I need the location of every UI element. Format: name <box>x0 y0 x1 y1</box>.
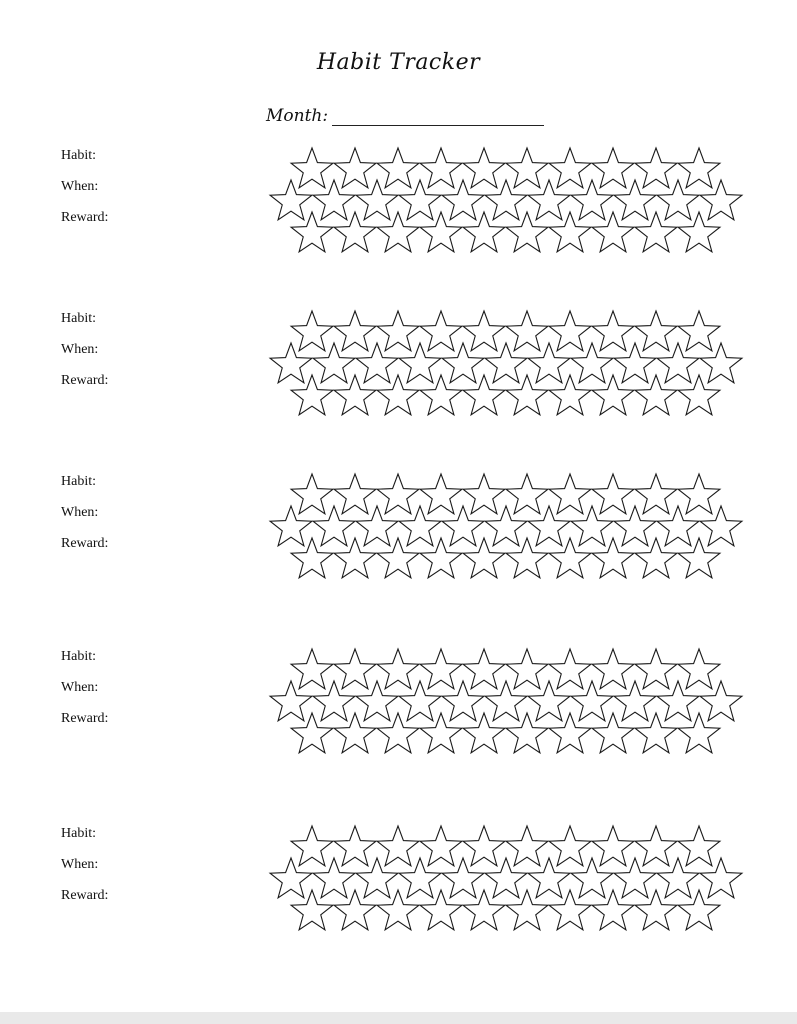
star-outline-icon[interactable] <box>571 858 613 898</box>
star-outline-icon[interactable] <box>549 890 591 930</box>
star-outline-icon[interactable] <box>270 343 312 383</box>
star-outline-icon[interactable] <box>571 180 613 220</box>
habit-label: Habit: <box>61 148 96 163</box>
star-outline-icon[interactable] <box>463 311 505 351</box>
habit-block-1 <box>0 148 797 260</box>
star-outline-icon[interactable] <box>657 858 699 898</box>
star-outline-icon[interactable] <box>377 713 419 753</box>
star-outline-icon[interactable] <box>571 343 613 383</box>
star-outline-icon[interactable] <box>485 858 527 898</box>
star-outline-icon[interactable] <box>291 148 333 188</box>
star-outline-icon[interactable] <box>700 681 742 721</box>
star-outline-icon[interactable] <box>528 343 570 383</box>
month-input-line[interactable] <box>332 105 544 126</box>
star-outline-icon[interactable] <box>377 212 419 252</box>
star-outline-icon[interactable] <box>463 538 505 578</box>
star-outline-icon[interactable] <box>506 148 548 188</box>
star-outline-icon[interactable] <box>506 826 548 866</box>
habit-block-4 <box>0 649 797 761</box>
when-label: When: <box>61 179 99 194</box>
star-outline-icon[interactable] <box>377 826 419 866</box>
star-outline-icon[interactable] <box>420 890 462 930</box>
star-outline-icon[interactable] <box>399 858 441 898</box>
star-outline-icon[interactable] <box>399 180 441 220</box>
star-outline-icon[interactable] <box>592 890 634 930</box>
star-outline-icon[interactable] <box>635 212 677 252</box>
habit-block-2 <box>0 311 797 423</box>
star-outline-icon[interactable] <box>420 311 462 351</box>
star-outline-icon[interactable] <box>571 506 613 546</box>
habit-label: Habit: <box>61 826 96 841</box>
star-outline-icon[interactable] <box>442 506 484 546</box>
star-outline-icon[interactable] <box>678 148 720 188</box>
star-outline-icon[interactable] <box>528 681 570 721</box>
star-outline-icon[interactable] <box>442 681 484 721</box>
star-outline-icon[interactable] <box>463 649 505 689</box>
star-outline-icon[interactable] <box>377 311 419 351</box>
when-label: When: <box>61 857 99 872</box>
star-outline-icon[interactable] <box>485 180 527 220</box>
star-outline-icon[interactable] <box>592 826 634 866</box>
star-outline-icon[interactable] <box>635 311 677 351</box>
star-outline-icon[interactable] <box>356 343 398 383</box>
star-outline-icon[interactable] <box>506 212 548 252</box>
star-outline-icon[interactable] <box>506 890 548 930</box>
star-outline-icon[interactable] <box>506 375 548 415</box>
when-label: When: <box>61 680 99 695</box>
star-outline-icon[interactable] <box>334 375 376 415</box>
star-outline-icon[interactable] <box>700 343 742 383</box>
star-outline-icon[interactable] <box>420 538 462 578</box>
star-outline-icon[interactable] <box>592 311 634 351</box>
star-outline-icon[interactable] <box>463 826 505 866</box>
star-outline-icon[interactable] <box>635 375 677 415</box>
star-outline-icon[interactable] <box>635 890 677 930</box>
star-outline-icon[interactable] <box>549 212 591 252</box>
star-outline-icon[interactable] <box>571 681 613 721</box>
page-title: Habit Tracker <box>316 50 481 75</box>
star-outline-icon[interactable] <box>678 375 720 415</box>
star-outline-icon[interactable] <box>614 180 656 220</box>
reward-label: Reward: <box>61 210 109 225</box>
star-outline-icon[interactable] <box>614 858 656 898</box>
star-outline-icon[interactable] <box>291 474 333 514</box>
star-outline-icon[interactable] <box>334 826 376 866</box>
star-outline-icon[interactable] <box>657 180 699 220</box>
star-outline-icon[interactable] <box>678 713 720 753</box>
star-outline-icon[interactable] <box>420 649 462 689</box>
star-outline-icon[interactable] <box>291 649 333 689</box>
star-outline-icon[interactable] <box>614 506 656 546</box>
star-outline-icon[interactable] <box>420 826 462 866</box>
star-grid <box>262 303 752 423</box>
star-outline-icon[interactable] <box>592 212 634 252</box>
star-outline-icon[interactable] <box>399 681 441 721</box>
habit-block-5 <box>0 826 797 938</box>
star-outline-icon[interactable] <box>678 890 720 930</box>
star-outline-icon[interactable] <box>549 474 591 514</box>
star-outline-icon[interactable] <box>485 343 527 383</box>
habit-label: Habit: <box>61 311 96 326</box>
star-outline-icon[interactable] <box>442 343 484 383</box>
star-outline-icon[interactable] <box>291 311 333 351</box>
star-outline-icon[interactable] <box>549 311 591 351</box>
star-outline-icon[interactable] <box>377 649 419 689</box>
star-outline-icon[interactable] <box>463 212 505 252</box>
star-outline-icon[interactable] <box>420 148 462 188</box>
star-outline-icon[interactable] <box>549 826 591 866</box>
star-outline-icon[interactable] <box>291 212 333 252</box>
star-outline-icon[interactable] <box>635 538 677 578</box>
star-outline-icon[interactable] <box>506 538 548 578</box>
star-outline-icon[interactable] <box>463 890 505 930</box>
star-outline-icon[interactable] <box>420 212 462 252</box>
star-outline-icon[interactable] <box>592 649 634 689</box>
star-outline-icon[interactable] <box>657 506 699 546</box>
star-outline-icon[interactable] <box>420 713 462 753</box>
month-row <box>266 100 544 126</box>
star-outline-icon[interactable] <box>270 681 312 721</box>
star-outline-icon[interactable] <box>420 474 462 514</box>
star-outline-icon[interactable] <box>485 681 527 721</box>
star-outline-icon[interactable] <box>334 212 376 252</box>
star-grid <box>262 641 752 761</box>
star-grid <box>262 140 752 260</box>
star-outline-icon[interactable] <box>678 826 720 866</box>
star-outline-icon[interactable] <box>334 649 376 689</box>
star-outline-icon[interactable] <box>678 474 720 514</box>
star-outline-icon[interactable] <box>549 375 591 415</box>
star-outline-icon[interactable] <box>528 180 570 220</box>
star-outline-icon[interactable] <box>635 826 677 866</box>
star-outline-icon[interactable] <box>506 474 548 514</box>
star-outline-icon[interactable] <box>635 649 677 689</box>
star-outline-icon[interactable] <box>657 681 699 721</box>
when-label: When: <box>61 342 99 357</box>
star-outline-icon[interactable] <box>313 858 355 898</box>
star-outline-icon[interactable] <box>592 474 634 514</box>
star-outline-icon[interactable] <box>700 858 742 898</box>
star-outline-icon[interactable] <box>549 713 591 753</box>
star-outline-icon[interactable] <box>291 538 333 578</box>
star-outline-icon[interactable] <box>313 180 355 220</box>
reward-label: Reward: <box>61 711 109 726</box>
star-outline-icon[interactable] <box>549 538 591 578</box>
star-outline-icon[interactable] <box>678 212 720 252</box>
star-outline-icon[interactable] <box>313 681 355 721</box>
habit-block-3 <box>0 474 797 586</box>
star-outline-icon[interactable] <box>420 375 462 415</box>
star-outline-icon[interactable] <box>377 148 419 188</box>
star-outline-icon[interactable] <box>700 506 742 546</box>
star-outline-icon[interactable] <box>377 890 419 930</box>
star-outline-icon[interactable] <box>463 713 505 753</box>
star-outline-icon[interactable] <box>356 180 398 220</box>
star-outline-icon[interactable] <box>528 858 570 898</box>
star-grid <box>262 466 752 586</box>
star-outline-icon[interactable] <box>506 649 548 689</box>
star-outline-icon[interactable] <box>313 343 355 383</box>
star-outline-icon[interactable] <box>334 474 376 514</box>
star-outline-icon[interactable] <box>528 506 570 546</box>
star-outline-icon[interactable] <box>313 506 355 546</box>
star-outline-icon[interactable] <box>614 343 656 383</box>
star-outline-icon[interactable] <box>334 311 376 351</box>
star-outline-icon[interactable] <box>442 180 484 220</box>
star-outline-icon[interactable] <box>463 474 505 514</box>
star-outline-icon[interactable] <box>549 649 591 689</box>
star-outline-icon[interactable] <box>270 858 312 898</box>
star-outline-icon[interactable] <box>377 375 419 415</box>
star-outline-icon[interactable] <box>334 148 376 188</box>
star-outline-icon[interactable] <box>291 713 333 753</box>
star-outline-icon[interactable] <box>291 890 333 930</box>
star-outline-icon[interactable] <box>356 681 398 721</box>
star-outline-icon[interactable] <box>291 375 333 415</box>
star-outline-icon[interactable] <box>334 890 376 930</box>
star-outline-icon[interactable] <box>399 343 441 383</box>
star-outline-icon[interactable] <box>399 506 441 546</box>
star-outline-icon[interactable] <box>334 538 376 578</box>
star-outline-icon[interactable] <box>377 538 419 578</box>
star-outline-icon[interactable] <box>678 649 720 689</box>
star-outline-icon[interactable] <box>270 506 312 546</box>
when-label: When: <box>61 505 99 520</box>
star-outline-icon[interactable] <box>678 538 720 578</box>
star-outline-icon[interactable] <box>592 538 634 578</box>
star-outline-icon[interactable] <box>506 713 548 753</box>
star-outline-icon[interactable] <box>506 311 548 351</box>
habit-label: Habit: <box>61 474 96 489</box>
reward-label: Reward: <box>61 373 109 388</box>
star-outline-icon[interactable] <box>442 858 484 898</box>
star-outline-icon[interactable] <box>463 148 505 188</box>
star-outline-icon[interactable] <box>592 713 634 753</box>
reward-label: Reward: <box>61 536 109 551</box>
star-outline-icon[interactable] <box>356 858 398 898</box>
month-label: Month: <box>266 106 329 126</box>
star-outline-icon[interactable] <box>291 826 333 866</box>
star-outline-icon[interactable] <box>700 180 742 220</box>
star-outline-icon[interactable] <box>463 375 505 415</box>
star-outline-icon[interactable] <box>270 180 312 220</box>
star-grid <box>262 818 752 938</box>
star-outline-icon[interactable] <box>614 681 656 721</box>
star-outline-icon[interactable] <box>592 148 634 188</box>
habit-label: Habit: <box>61 649 96 664</box>
star-outline-icon[interactable] <box>549 148 591 188</box>
star-outline-icon[interactable] <box>334 713 376 753</box>
star-outline-icon[interactable] <box>678 311 720 351</box>
star-outline-icon[interactable] <box>356 506 398 546</box>
bottom-edge <box>0 1012 797 1024</box>
star-outline-icon[interactable] <box>377 474 419 514</box>
reward-label: Reward: <box>61 888 109 903</box>
star-outline-icon[interactable] <box>635 148 677 188</box>
star-outline-icon[interactable] <box>485 506 527 546</box>
star-outline-icon[interactable] <box>592 375 634 415</box>
star-outline-icon[interactable] <box>635 474 677 514</box>
star-outline-icon[interactable] <box>657 343 699 383</box>
star-outline-icon[interactable] <box>635 713 677 753</box>
